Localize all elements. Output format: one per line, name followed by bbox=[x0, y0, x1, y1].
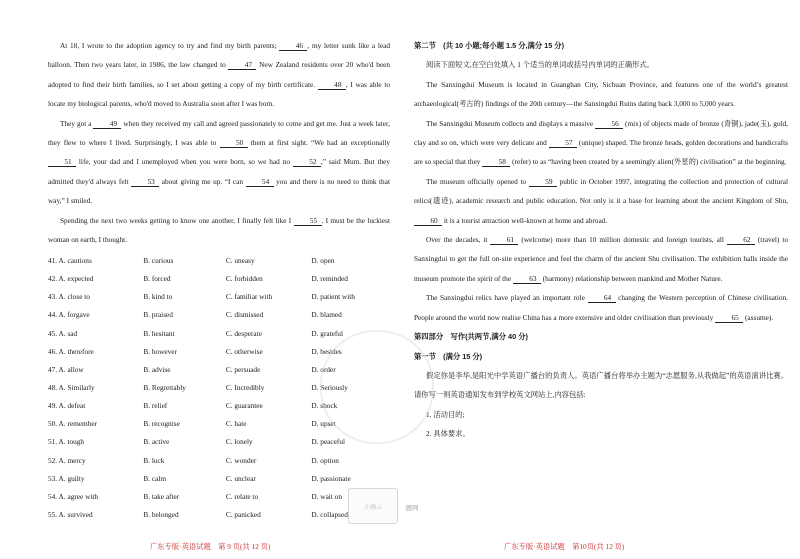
blank-64: 64 bbox=[588, 293, 616, 303]
blank-47: 47 bbox=[228, 60, 256, 70]
blank-55: 55 bbox=[294, 216, 322, 226]
blank-52: 52 bbox=[293, 157, 321, 167]
blank-57: 57 bbox=[549, 138, 577, 148]
watermark-circle bbox=[320, 330, 434, 444]
passage-paragraph-2: They got a 49 when they received my call and agreed passionately to come and get me. Just a week later, they flew to where I lived. Surprisingly, I was able to 50 them at first sight. “We had an exceptionally 51 life, your dad and I unemployed when you were born, so we had no 52 ,” said Mum. But they admitted they'd always felt 53 about giving me up. “I can 54 you and there is no need to think that way,” I smiled. bbox=[48, 118, 391, 206]
page-footer-left: 广东专版·英语试题 第 9 页(共 12 页) bbox=[150, 542, 271, 551]
options-row: 41. A. cautions B. curious C. uneasy D. open bbox=[48, 256, 335, 266]
options-row: 45. A. sad B. hesitant C. desperate D. grateful bbox=[48, 328, 343, 338]
passage-paragraph-1: At 18, I wrote to the adoption agency to try and find my birth parents; 46 , my letter sunk like a lead balloon. Then two years later, in 1986, the law changed to 47 New Zealand residents over 20 who'd been adopted to find their birth families, so I set about getting a copy of my birth certificate. 48 , I was able to locate my biological parents, who'd moved to Australia soon after I was born. bbox=[48, 41, 391, 109]
options-row: 51. A. tough B. active C. lonely D. peaceful bbox=[48, 437, 346, 447]
options-row: 55. A. survived B. belonged C. panicked D. collapsed bbox=[48, 510, 348, 519]
blank-49: 49 bbox=[93, 119, 121, 129]
options-row: 47. A. allow B. advise C. persuade D. order bbox=[48, 364, 336, 374]
section-2-title: 第二节 (共 10 小题;每小题 1.5 分,满分 15 分) bbox=[414, 41, 565, 50]
watermark-corner-text: 题网 bbox=[405, 504, 419, 512]
section-1-title: 第一节 (满分 15 分) bbox=[414, 351, 483, 361]
writing-prompt: 假定你是李华,是阳光中学英语广播台的负责人。英语广播台将举办主题为“志愿服务,从我做起”的英语演讲比赛。请你写一则英语通知发布到学校英文网站上,内容包括: bbox=[414, 370, 788, 400]
passage-paragraph-4: Over the decades, it 61 (welcome) more than 10 million domestic and foreign tourists, all 62 (travel) to Sanxingdui to get the full on-site experience and feel the charm of the ancient Shu civilisation. The exhibition halls inside the museum promote the spirit of the 63 (harmony) relationship between mankind and Mother Nature. bbox=[414, 235, 789, 283]
page-footer-right: 广东专版·英语试题 第10页(共 12 页) bbox=[504, 542, 625, 551]
options-row: 54. A. agree with B. take after C. relate to D. wait on bbox=[48, 491, 342, 501]
options-row: 44. A. forgave B. praised C. dismissed D. blamed bbox=[48, 310, 342, 320]
blank-63: 63 bbox=[513, 274, 541, 284]
blank-61: 61 bbox=[490, 235, 518, 245]
options-row: 46. A. therefore B. however C. otherwise D. besides bbox=[48, 346, 342, 356]
right-page bbox=[400, 0, 800, 559]
options-row: 43. A. close to B. kind to C. familiar with D. patient with bbox=[48, 292, 355, 302]
watermark-stamp: 正确云 bbox=[348, 488, 398, 524]
instruction-text: 阅读下面短文,在空白处填入 1 个适当的单词或括号内单词的正确形式。 bbox=[426, 60, 655, 70]
writing-point-2: 2. 具体要求。 bbox=[426, 429, 470, 439]
options-row: 42. A. expected B. forced C. forbidden D. reminded bbox=[48, 274, 348, 284]
passage-paragraph-1: The Sanxingdui Museum is located in Guanghan City, Sichuan Province, and features one of the world’s greatest archaeological(考古的) findings of the 20th century—the Sanxingdui Ruins dating back 3,000 to 5,000 years. bbox=[414, 79, 788, 109]
passage-paragraph-3: The museum officially opened to 59 public in October 1997, integrating the collection and protection of cultural relics(遗迹), academic research and public education. Not only is it a base for learning about the ancient Kingdom of Shu, 60 it is a tourist attraction well-known at home and abroad. bbox=[414, 176, 788, 225]
blank-62: 62 bbox=[727, 235, 755, 245]
blank-58: 58 bbox=[482, 157, 510, 167]
blank-48: 48 bbox=[318, 80, 346, 90]
blank-60: 60 bbox=[414, 216, 442, 226]
options-row: 53. A. guilty B. calm C. unclear D. passionate bbox=[48, 473, 351, 483]
options-row: 48. A. Similarly B. Regrettably C. Incredibly D. Seriously bbox=[48, 383, 348, 393]
part-4-title: 第四部分 写作(共两节,满分 40 分) bbox=[414, 332, 528, 342]
writing-point-1: 1. 活动目的; bbox=[426, 409, 465, 419]
options-row: 52. A. mercy B. luck C. wonder D. option bbox=[48, 455, 339, 465]
blank-56: 56 bbox=[595, 119, 623, 129]
blank-54: 54 bbox=[246, 177, 274, 187]
blank-51: 51 bbox=[48, 157, 76, 167]
passage-paragraph-3: Spending the next two weeks getting to know one another, I finally felt like I 55 . I must be the luckiest woman on earth, I thought. bbox=[48, 215, 390, 245]
options-row: 49. A. defeat B. relief C. guarantee D. shock bbox=[48, 401, 338, 411]
blank-65: 65 bbox=[715, 313, 743, 323]
blank-53: 53 bbox=[131, 177, 159, 187]
blank-50: 50 bbox=[220, 138, 248, 148]
blank-59: 59 bbox=[529, 177, 557, 187]
blank-46: 46 bbox=[279, 41, 307, 51]
passage-paragraph-5: The Sanxingdui relics have played an important role 64 changing the Western perception of Chinese civilisation. People around the world now realise China has a more extensive and older civilisation than previously 65 (assume). bbox=[414, 293, 789, 322]
passage-paragraph-2: The Sanxingdui Museum collects and displays a massive 56 (mix) of objects made of bronze (青铜), jade(玉), gold, clay and so on, which were very delicate and 57 (unique) shaped. The bronze heads, golden decorations and handicrafts are so special that they 58 (refer) to as “having been created by a seemingly alien(外星的) civilisation” at the beginning. bbox=[414, 118, 788, 167]
options-row: 50. A. remember B. recognise C. hate D. upset bbox=[48, 419, 336, 429]
